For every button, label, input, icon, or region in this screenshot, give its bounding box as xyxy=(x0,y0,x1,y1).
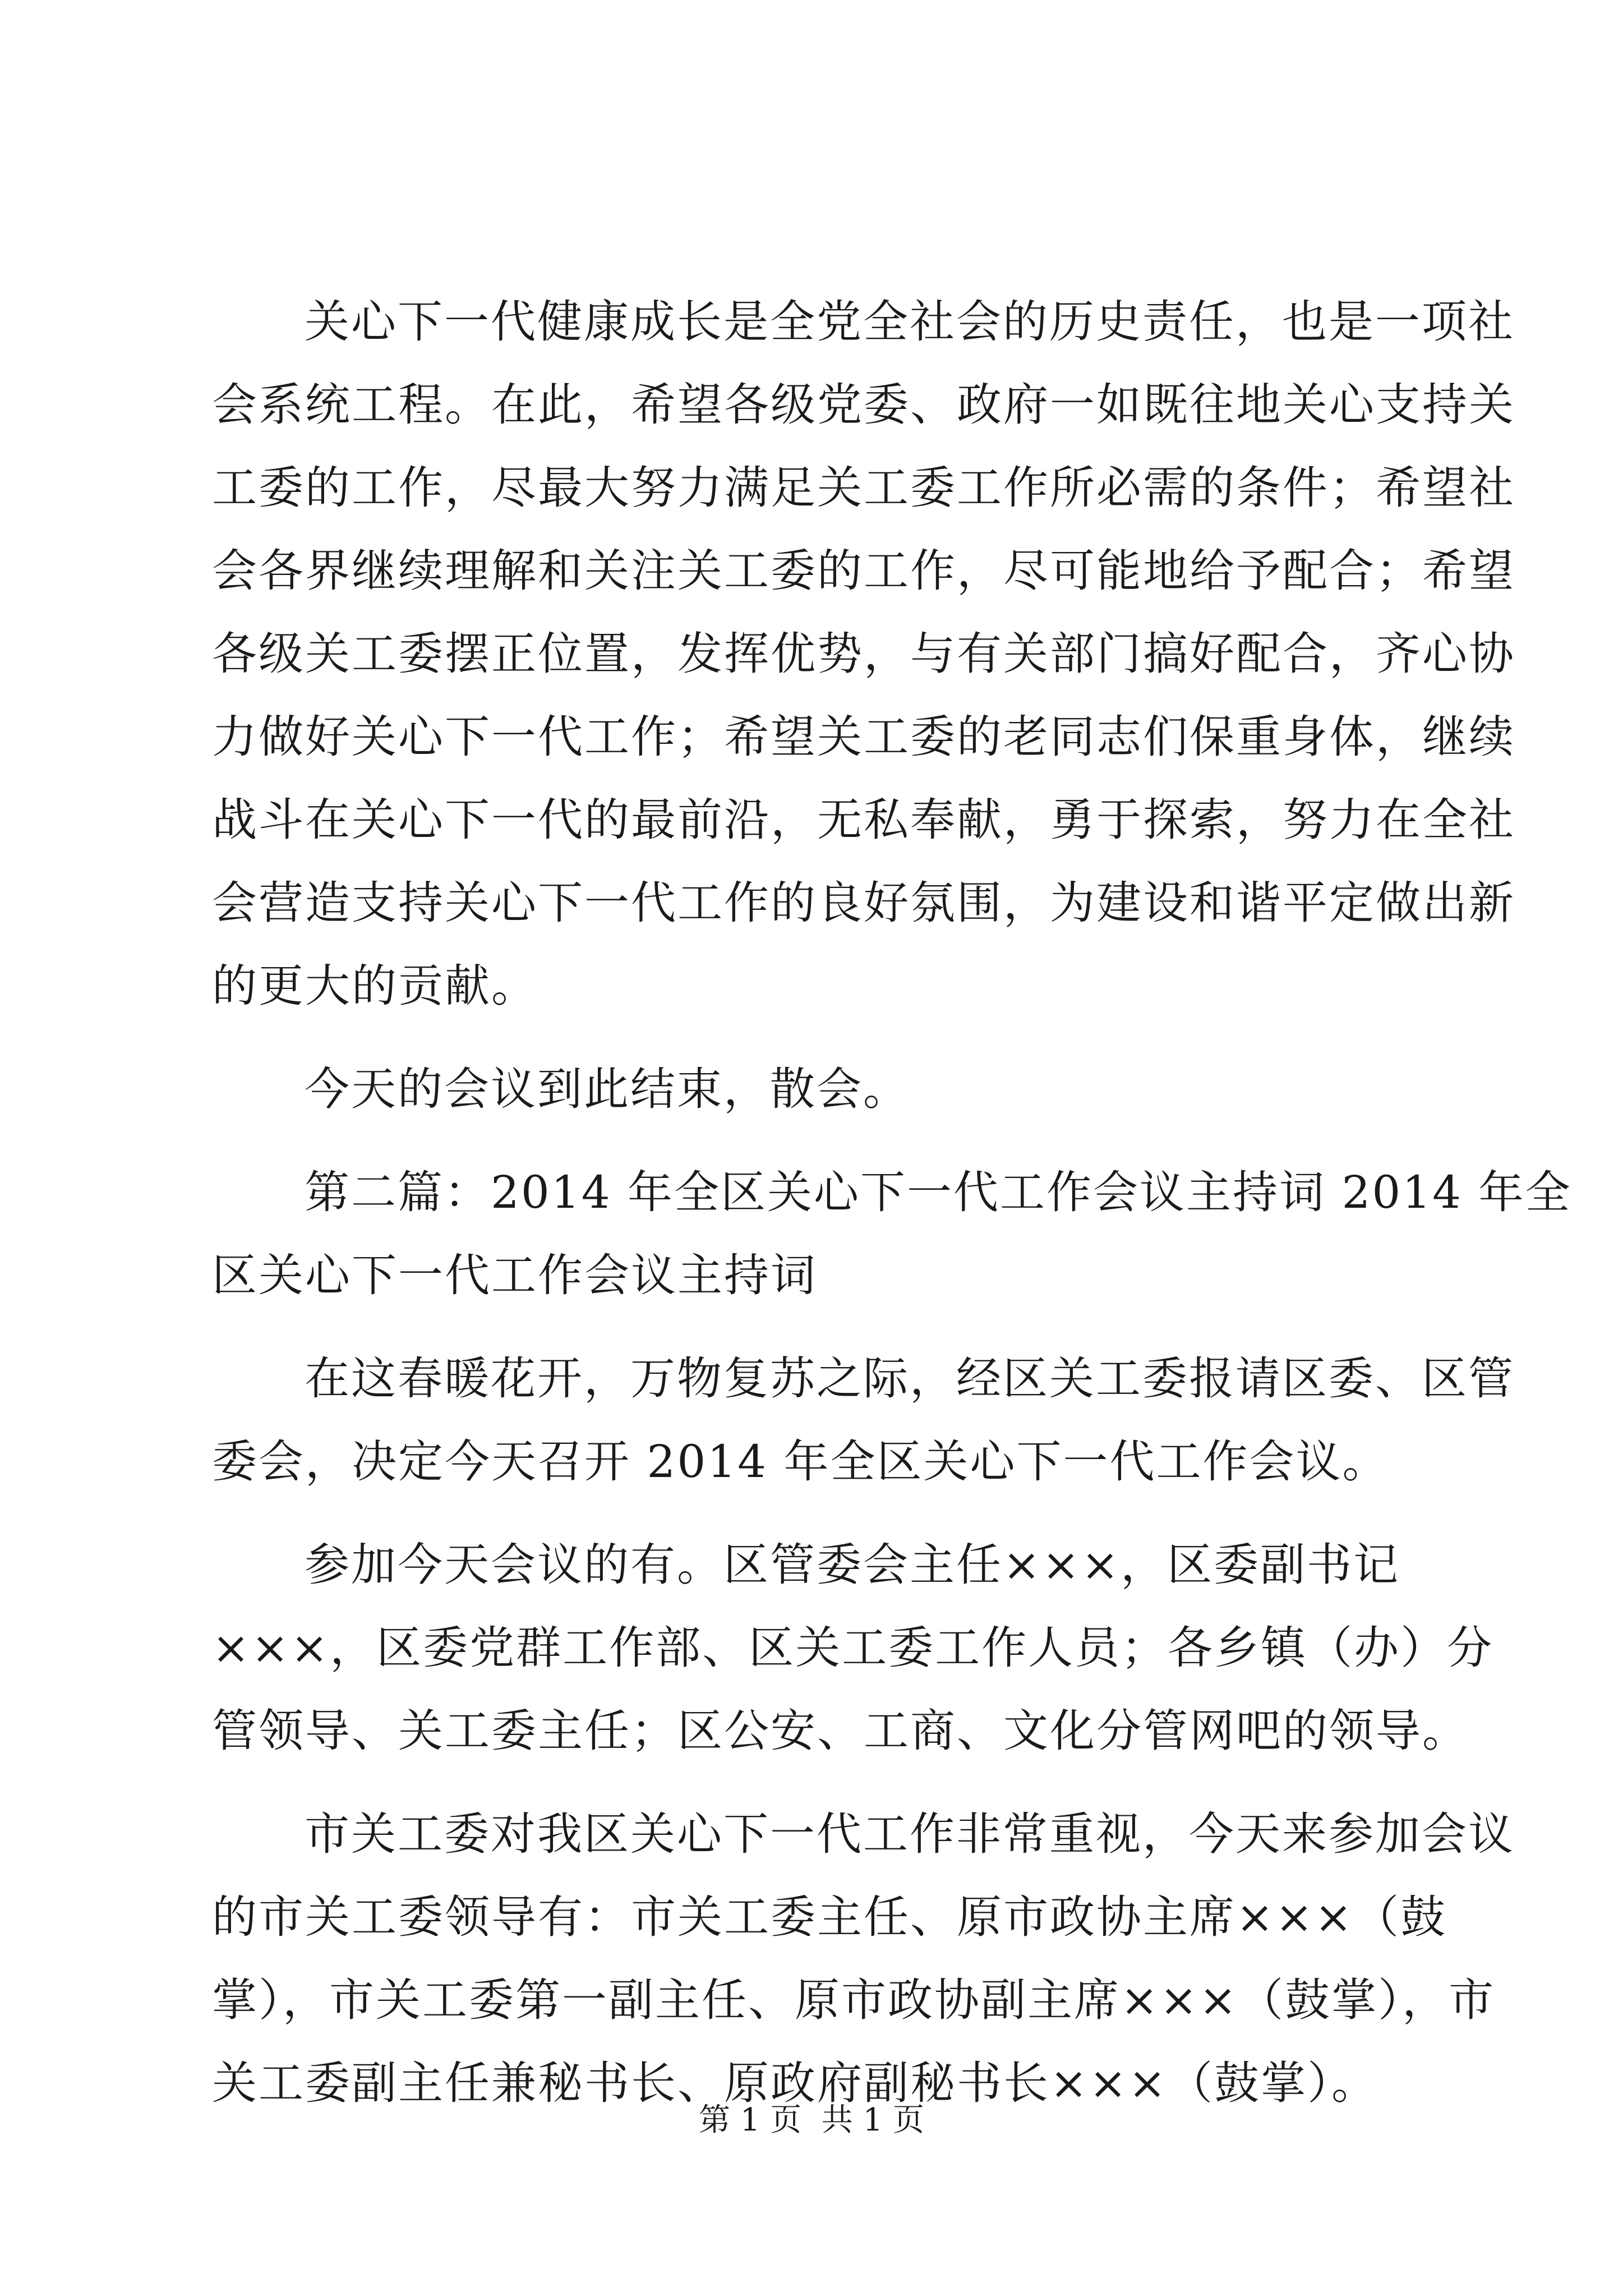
text-line: 力做好关心下一代工作；希望关工委的老同志们保重身体，继续 xyxy=(212,711,1515,763)
text-line: 会各界继续理解和关注关工委的工作，尽可能地给予配合；希望 xyxy=(212,545,1515,597)
text-line: 会系统工程。在此，希望各级党委、政府一如既往地关心支持关 xyxy=(212,379,1515,431)
text-line: 战斗在关心下一代的最前沿，无私奉献，勇于探索，努力在全社 xyxy=(212,794,1515,846)
text-line: ×××，区委党群工作部、区关工委工作人员；各乡镇（办）分 xyxy=(212,1622,1494,1674)
text-line: 掌），市关工委第一副主任、原市政协副主席×××（鼓掌），市 xyxy=(212,1974,1496,2026)
text-line: 管领导、关工委主任；区公安、工商、文化分管网吧的领导。 xyxy=(212,1705,1469,1757)
text-line: 各级关工委摆正位置，发挥优势，与有关部门搞好配合，齐心协 xyxy=(212,628,1515,680)
section-heading xyxy=(212,1151,1572,1317)
paragraph-attendees xyxy=(212,1524,1494,1773)
text-line: 工委的工作，尽最大努力满足关工委工作所必需的条件；希望社 xyxy=(212,462,1515,514)
paragraph-city-leaders xyxy=(212,1793,1515,2125)
text-line: 参加今天会议的有。区管委会主任×××，区委副书记 xyxy=(305,1539,1400,1591)
text-line: 区关心下一代工作会议主持词 xyxy=(212,1249,817,1301)
text-line: 的更大的贡献。 xyxy=(212,960,538,1012)
text-line: 委会，决定今天召开 2014 年全区关心下一代工作会议。 xyxy=(212,1435,1389,1488)
text-line: 会营造支持关心下一代工作的良好氛围，为建设和谐平定做出新 xyxy=(212,877,1515,929)
text-line: 今天的会议到此结束，散会。 xyxy=(305,1063,910,1115)
paragraph-opening xyxy=(212,1337,1515,1503)
text-line: 关工委副主任兼秘书长、原政府副秘书长×××（鼓掌）。 xyxy=(212,2057,1378,2109)
text-line: 的市关工委领导有：市关工委主任、原市政协主席×××（鼓 xyxy=(212,1891,1447,1943)
text-line: 关心下一代健康成长是全党全社会的历史责任，也是一项社 xyxy=(305,296,1515,348)
text-line: 在这春暖花开，万物复苏之际，经区关工委报请区委、区管 xyxy=(305,1352,1515,1405)
text-line: 市关工委对我区关心下一代工作非常重视，今天来参加会议 xyxy=(305,1808,1515,1860)
document-body xyxy=(212,280,1572,2145)
text-line: 第二篇：2014 年全区关心下一代工作会议主持词 2014 年全 xyxy=(305,1166,1572,1218)
paragraph-closing-wishes xyxy=(212,280,1515,1028)
paragraph-meeting-end xyxy=(212,1048,1418,1131)
page-number-footer: 第 1 页 共 1 页 xyxy=(698,2102,925,2138)
